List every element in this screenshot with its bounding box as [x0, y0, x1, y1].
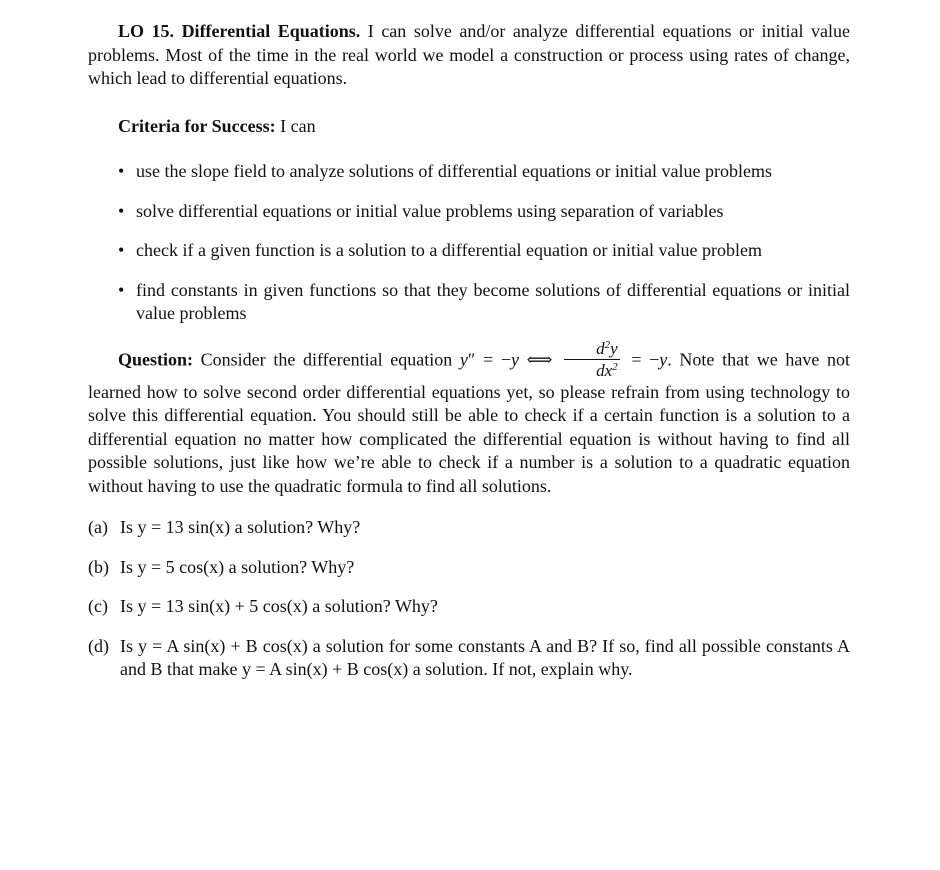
criteria-text: I can — [280, 115, 316, 136]
part-text: Is y = 13 sin(x) + 5 cos(x) a solution? Why? — [120, 596, 438, 616]
bullet-icon: • — [118, 240, 125, 260]
criteria-item-text: solve differential equations or initial value problems using separation of variables — [136, 200, 724, 221]
second-derivative-fraction — [564, 340, 620, 379]
question-part — [88, 556, 850, 580]
equation-op: = − — [623, 349, 660, 370]
part-label: (b) — [88, 556, 109, 577]
equation-op: = − — [475, 349, 511, 370]
question-part — [88, 516, 850, 540]
equation — [460, 349, 519, 369]
equation-var: y — [511, 349, 519, 370]
question-body: . Note that we have not learned how to solve second order differential equations yet, so please refrain from using technology to solve this differential equation. You should still be able to check if a certain function is a solution to a differential equation no matter how complicated the differential equation is without having to find all possible solutions, just like how we’re able to check if a number is a solution to a quadratic equation without having to use the quadratic formula to find all solutions. — [88, 349, 850, 496]
equation-var: y — [659, 349, 668, 370]
criteria-label: Criteria for Success: — [118, 115, 276, 136]
part-label: (c) — [88, 596, 108, 616]
bullet-icon: • — [118, 161, 125, 181]
criteria-item-text: check if a given function is a solution to a differential equation or initial value problem — [136, 240, 762, 260]
part-label: (a) — [88, 517, 108, 537]
part-text: Is y = 13 sin(x) a solution? Why? — [120, 517, 361, 537]
equation-prime: ″ — [467, 349, 476, 370]
bullet-icon: • — [118, 279, 125, 300]
lo-number: LO 15. — [118, 21, 175, 41]
criteria-list — [88, 160, 850, 326]
equation-var: y — [459, 349, 468, 370]
criteria-item — [88, 200, 850, 224]
criteria-heading — [88, 115, 850, 139]
lo-title: Differential Equations. — [181, 21, 361, 41]
iff-symbol: ⟺ — [526, 349, 553, 370]
question-part — [88, 595, 850, 619]
part-label: (d) — [88, 635, 109, 656]
part-text: Is y = A sin(x) + B cos(x) a solution for some constants A and B? If so, find all possible constants A and B that make y = A sin(x) + B cos(x) a solution. If not, explain why. — [120, 635, 850, 679]
bullet-icon: • — [118, 200, 125, 221]
criteria-item — [88, 279, 850, 326]
criteria-item-text: find constants in given functions so that they become solutions of differential equations or initial value problems — [136, 279, 850, 323]
question-label: Question: — [118, 349, 194, 370]
intro-paragraph — [88, 20, 850, 91]
question-lead: Consider the differential equation — [200, 349, 453, 370]
intro-text: I can solve and/or analyze differential equations or initial value problems. Most of the time in the real world we model a construction or process using rates of change, which lead to differential equations. — [88, 21, 850, 88]
fraction-numerator: $d^2y$ — [564, 340, 620, 360]
question-paragraph — [88, 338, 850, 499]
criteria-item — [88, 160, 850, 184]
part-text: Is y = 5 cos(x) a solution? Why? — [120, 556, 355, 577]
criteria-item-text: use the slope field to analyze solutions of differential equations or initial value problems — [136, 161, 773, 181]
document-page — [88, 20, 850, 698]
question-part — [88, 635, 850, 682]
criteria-item — [88, 239, 850, 263]
question-parts — [88, 516, 850, 682]
fraction-denominator: $dx^2$ — [596, 360, 618, 380]
